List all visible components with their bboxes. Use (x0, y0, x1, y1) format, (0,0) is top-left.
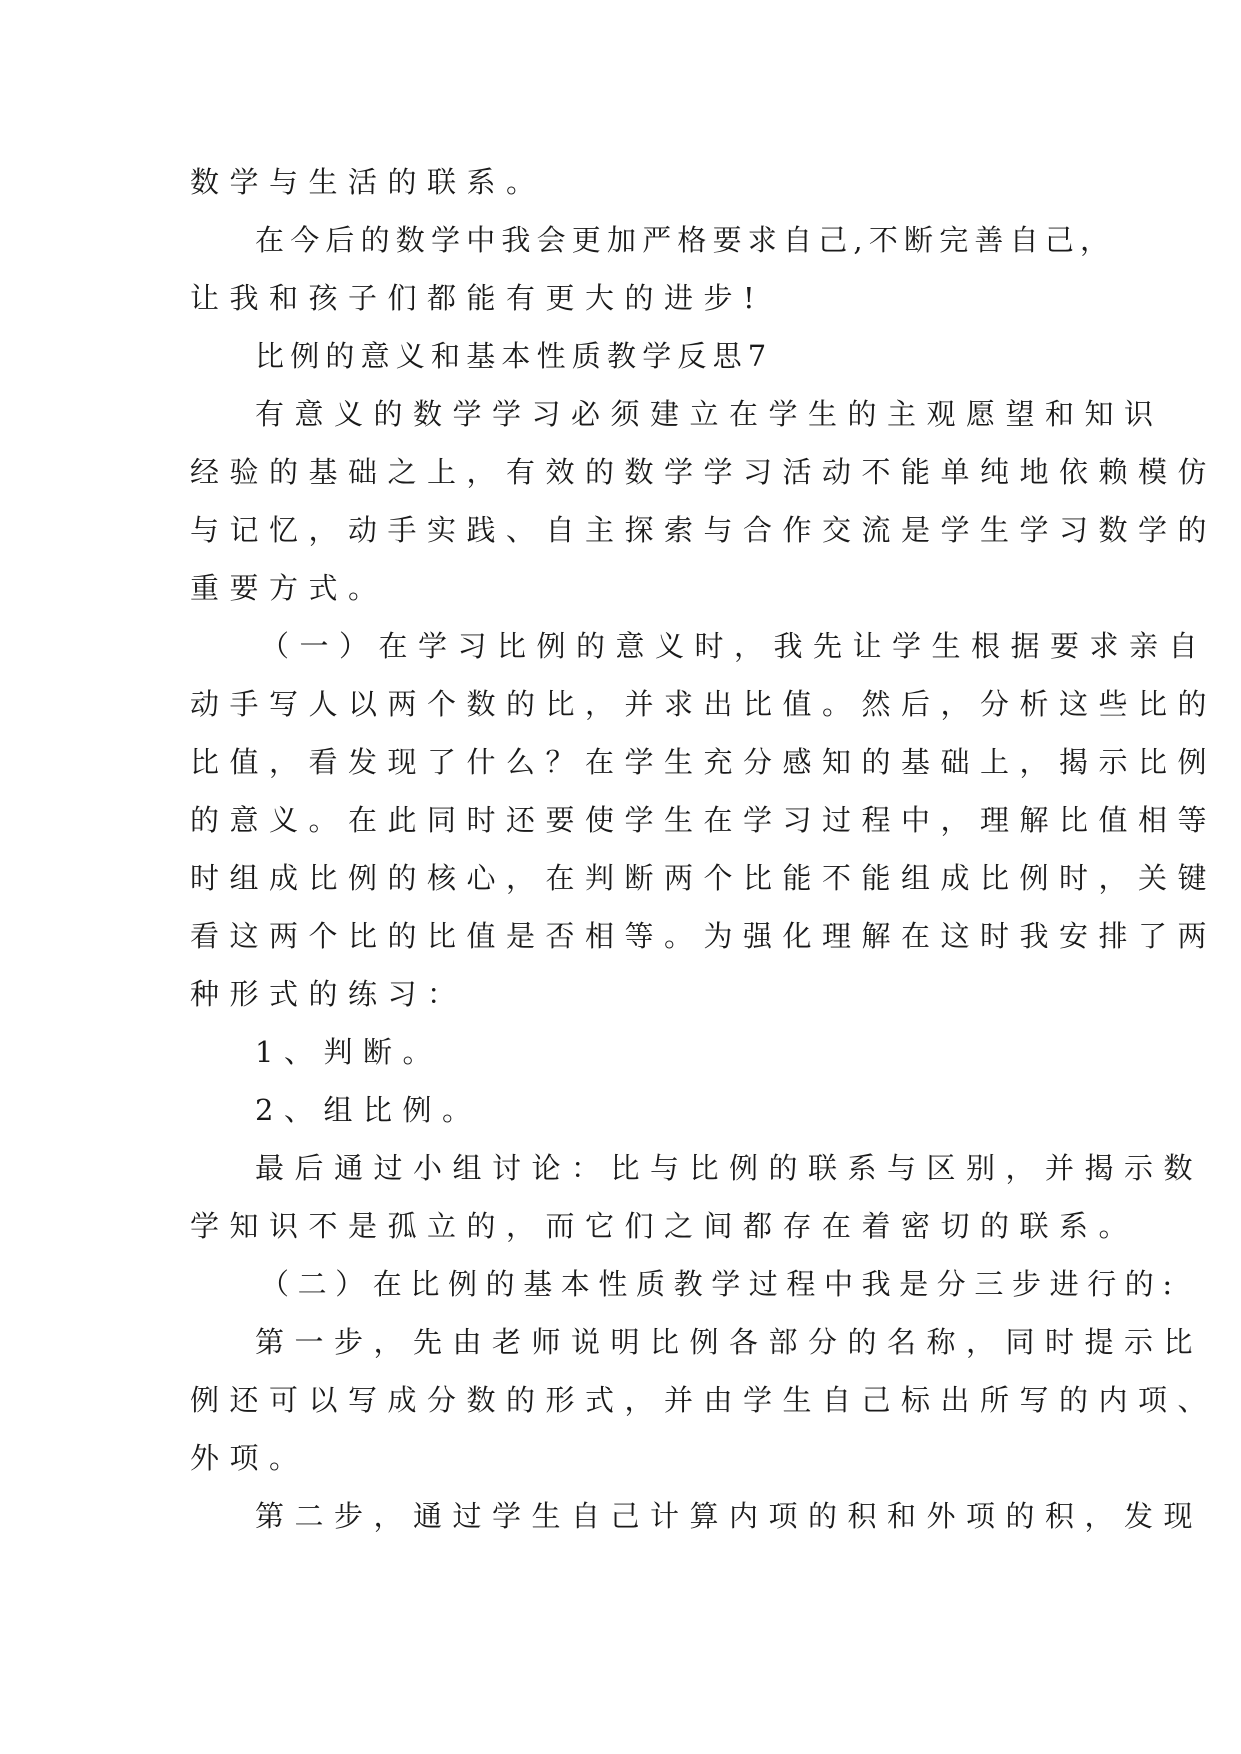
text-line: 第一步，先由老师说明比例各部分的名称，同时提示比 (255, 1325, 1204, 1359)
text-line: 最后通过小组讨论：比与比例的联系与区别，并揭示数 (255, 1151, 1204, 1185)
text-line: 例还可以写成分数的形式，并由学生自己标出所写的内项、 (190, 1383, 1218, 1417)
text-line: 第二步，通过学生自己计算内项的积和外项的积，发现 (255, 1499, 1204, 1533)
text-line: 种形式的练习： (190, 977, 467, 1011)
text-line: （二）在比例的基本性质教学过程中我是分三步进行的: (260, 1267, 1181, 1301)
text-line: 时组成比例的核心，在判断两个比能不能组成比例时，关键 (190, 861, 1218, 895)
text-line: 数学与生活的联系。 (190, 165, 546, 199)
text-line: 学知识不是孤立的，而它们之间都存在着密切的联系。 (190, 1209, 1139, 1243)
text-line: 的意义。在此同时还要使学生在学习过程中，理解比值相等 (190, 803, 1218, 837)
text-line: 重要方式。 (190, 571, 388, 605)
text-line: 有意义的数学学习必须建立在学生的主观愿望和知识 (255, 397, 1164, 431)
list-item: 1、判断。 (255, 1035, 442, 1069)
text-line: 比值，看发现了什么？在学生充分感知的基础上，揭示比例 (190, 745, 1218, 779)
text-line: 让我和孩子们都能有更大的进步! (190, 281, 766, 315)
text-line: 看这两个比的比值是否相等。为强化理解在这时我安排了两 (190, 919, 1218, 953)
section-title: 比例的意义和基本性质教学反思7 (255, 339, 773, 373)
text-line: 在今后的数学中我会更加严格要求自己,不断完善自己， (255, 223, 1116, 257)
list-item: 2、组比例。 (255, 1093, 482, 1127)
text-line: 经验的基础之上，有效的数学学习活动不能单纯地依赖模仿 (190, 455, 1218, 489)
text-line: 外项。 (190, 1441, 309, 1475)
text-line: （一）在学习比例的意义时，我先让学生根据要求亲自 (260, 629, 1209, 663)
text-line: 动手写人以两个数的比，并求出比值。然后，分析这些比的 (190, 687, 1218, 721)
text-line: 与记忆，动手实践、自主探索与合作交流是学生学习数学的 (190, 513, 1218, 547)
